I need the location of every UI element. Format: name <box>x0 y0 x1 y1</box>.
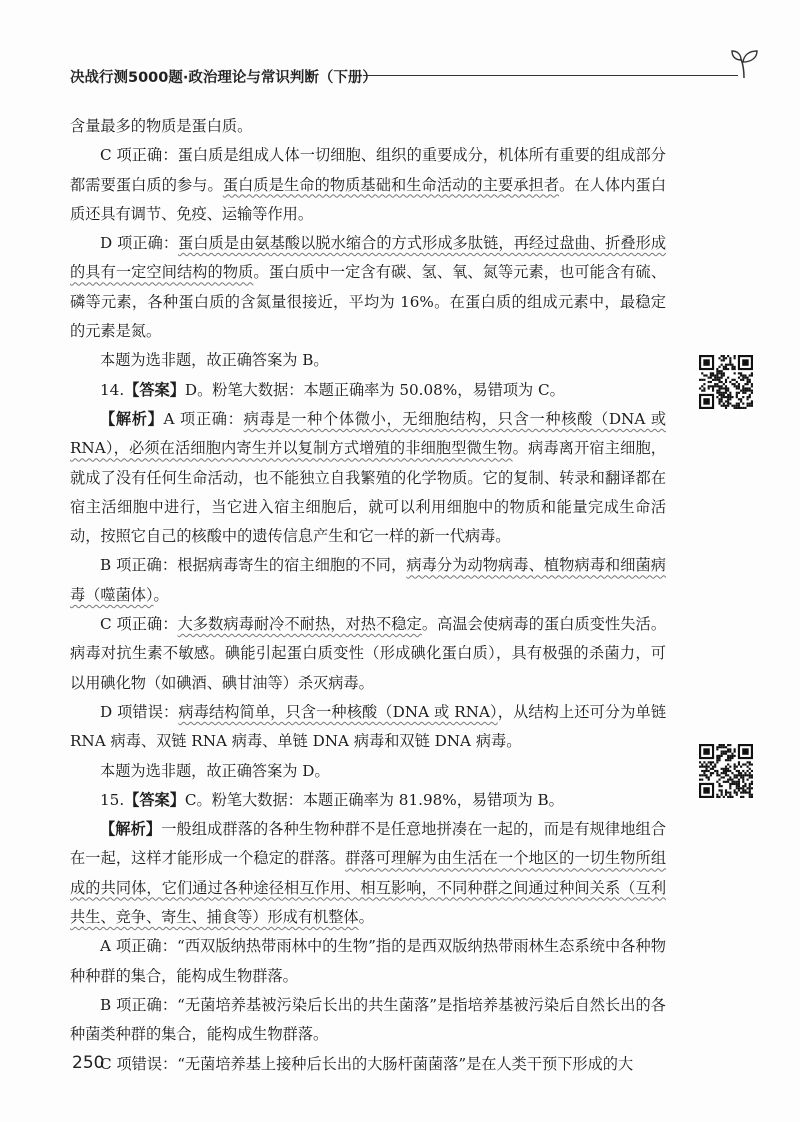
answer-tag: 【答案】 <box>124 790 185 809</box>
text: A 项正确：“西双版纳热带雨林中的生物”指的是西双版纳热带雨林生态系统中各种物种种群的集合，能构成生物群落。 <box>70 937 666 985</box>
answer-text: C。粉笔大数据：本题正确率为 81.98%，易错项为 B。 <box>184 790 564 809</box>
text: 。 <box>153 585 169 604</box>
paragraph <box>70 112 666 141</box>
text: 。高温会使病毒的蛋白质变性失活。病毒对抗生素不敏感。碘能引起蛋白质变性（形成碘化蛋白质），具有极强的杀菌力，可以用碘化物（如碘酒、碘甘油等）杀灭病毒。 <box>70 615 667 692</box>
key-point: 病毒结构简单，只含一种核酸（DNA 或 RNA） <box>178 702 498 721</box>
text: D 项正确： <box>100 234 179 253</box>
key-point: 大多数病毒耐冷不耐热，对热不稳定 <box>177 615 422 634</box>
sprout-icon <box>730 48 760 80</box>
paragraph <box>70 229 666 346</box>
text: 本题为选非题，故正确答案为 B。 <box>100 351 329 370</box>
question-number: 15. <box>100 790 125 809</box>
analysis-15 <box>70 815 666 932</box>
text: 。病毒离开宿主细胞，就成了没有任何生命活动，也不能独立自我繁殖的化学物质。它的复制、转录和翻译都在宿主活细胞中进行，当它进入宿主细胞后，就可以利用细胞中的物质和能量完成生命活动，按照它自己的核酸中的遗传信息产生和它一样的新一代病毒。 <box>70 439 666 546</box>
paragraph <box>70 346 666 375</box>
page-number: 250 <box>72 1053 105 1073</box>
key-point: 蛋白质是生命的物质基础和生命活动的主要承担者 <box>222 175 560 194</box>
text: 。在人体内蛋白质还具有调节、免疫、运输等作用。 <box>70 175 667 223</box>
paragraph <box>70 1050 666 1079</box>
paragraph <box>70 610 666 698</box>
answer-14 <box>70 376 666 405</box>
text: 。 <box>358 908 374 927</box>
paragraph <box>70 932 666 991</box>
paragraph <box>70 991 666 1050</box>
analysis-tag: 【解析】 <box>100 820 162 839</box>
text: C 项正确： <box>100 615 178 634</box>
text: 一般组成群落的各种生物种群不是任意地拼凑在一起的，而是有规律地组合在一起，这样才能形成一个稳定的群落。 <box>70 820 667 868</box>
paragraph <box>70 757 666 786</box>
paragraph <box>70 551 666 610</box>
question-number: 14. <box>100 380 125 399</box>
text: C 项错误：“无菌培养基上接种后长出的大肠杆菌菌落”是在人类干预下形成的大 <box>100 1054 634 1073</box>
analysis-14 <box>70 405 666 551</box>
text: 。蛋白质中一定含有碳、氢、氧、氮等元素，也可能含有硫、磷等元素，各种蛋白质的含氮量很接近，平均为 16%。在蛋白质的组成元素中，最稳定的元素是氮。 <box>70 263 667 341</box>
text: A 项正确： <box>163 409 244 428</box>
key-point: 蛋白质是由氨基酸以脱水缩合的方式形成多肽链，再经过盘曲、折叠形成的具有一定空间结构的物质 <box>70 234 667 282</box>
text: B 项正确：根据病毒寄生的宿主细胞的不同， <box>100 556 407 575</box>
paragraph <box>70 141 666 229</box>
text: C 项正确：蛋白质是组成人体一切细胞、组织的重要成分，机体所有重要的组成部分都需要蛋白质的参与。 <box>70 146 666 194</box>
text: 本题为选非题，故正确答案为 D。 <box>100 761 330 780</box>
header-title: 决战行测5000题·政治理论与常识判断（下册） <box>70 70 377 86</box>
paragraph <box>70 698 666 757</box>
key-point: 病毒分为动物病毒、植物病毒和细菌病毒（噬菌体） <box>70 556 666 604</box>
answer-tag: 【答案】 <box>124 380 185 399</box>
text: D 项错误： <box>100 702 179 721</box>
answer-15 <box>70 786 666 815</box>
qr-code-icon[interactable] <box>699 355 753 409</box>
qr-code-icon[interactable] <box>699 744 753 798</box>
analysis-tag: 【解析】 <box>100 409 164 428</box>
running-header <box>70 62 760 96</box>
header-rule <box>363 75 738 76</box>
key-point: 群落可理解为由生活在一个地区的一切生物所组成的共同体，它们通过各种途径相互作用、相互影响，不同种群之间通过种间关系（互利共生、竞争、寄生、捕食等）形成有机整体 <box>70 849 667 927</box>
text: B 项正确：“无菌培养基被污染后长出的共生菌落”是指培养基被污染后自然长出的各种菌类种群的集合，能构成生物群落。 <box>70 995 666 1044</box>
key-point: 病毒是一种个体微小，无细胞结构，只含一种核酸（DNA 或 RNA），必须在活细胞内寄生并以复制方式增殖的非细胞型微生物 <box>70 409 667 458</box>
answer-explanations <box>70 112 666 1079</box>
answer-text: D。粉笔大数据：本题正确率为 50.08%，易错项为 C。 <box>184 380 565 399</box>
text: ，从结构上还可分为单链 RNA 病毒、双链 RNA 病毒、单链 DNA 病毒和双链 DNA 病毒。 <box>70 702 666 751</box>
text: 含量最多的物质是蛋白质。 <box>70 117 253 135</box>
